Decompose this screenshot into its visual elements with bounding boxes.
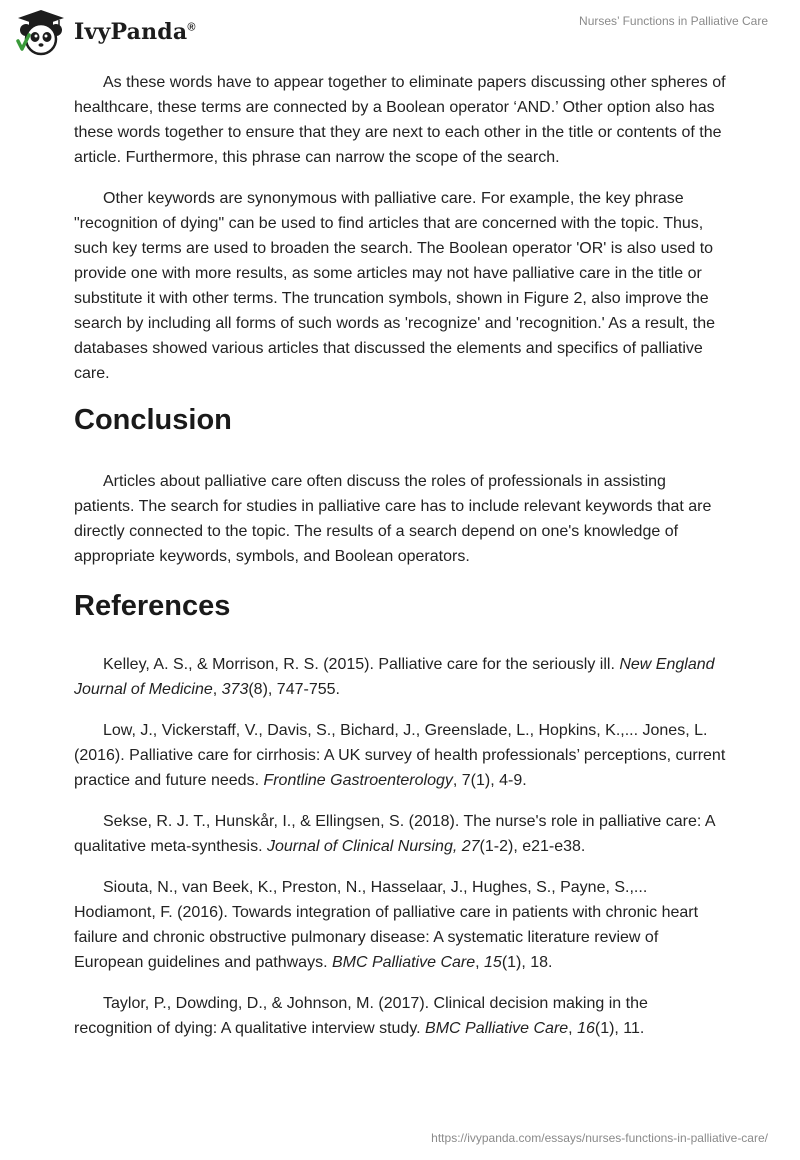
source-url-link[interactable]: https://ivypanda.com/essays/nurses-functions-in-palliative-care/ xyxy=(431,1131,768,1145)
page-header xyxy=(0,0,800,64)
conclusion-heading: Conclusion xyxy=(74,404,232,436)
document-title: Nurses’ Functions in Palliative Care xyxy=(579,14,768,28)
logo-wordmark: IvyPanda® xyxy=(74,19,196,45)
body-paragraph: As these words have to appear together to eliminate papers discussing other spheres of healthcare, these terms are connected by a Boolean operator ‘AND.’ Other option also has these words together to ensure that they are next to each other in the title or contents of the article. Furthermore, this phrase can narrow the scope of the search. xyxy=(74,74,726,166)
reference-item: Siouta, N., van Beek, K., Preston, N., Hasselaar, J., Hughes, S., Payne, S.,... Hodiamont, F. (2016). Towards integration of palliative care in patients with chronic heart failure and chronic obstructive pulmonary disease: A systematic literature review of European guidelines and pathways. BMC Palliative Care, 15(1), 18. xyxy=(74,879,699,971)
essay-content xyxy=(74,70,728,1057)
panda-graduate-icon xyxy=(14,8,68,56)
reference-item: Taylor, P., Dowding, D., & Johnson, M. (2017). Clinical decision making in the recognition of dying: A qualitative interview study. BMC Palliative Care, 16(1), 11. xyxy=(74,995,648,1037)
ivypanda-logo[interactable] xyxy=(14,8,196,56)
references-heading: References xyxy=(74,590,231,622)
reference-item: Kelley, A. S., & Morrison, R. S. (2015). Palliative care for the seriously ill. New England Journal of Medicine, 373(8), 747-755. xyxy=(74,656,715,698)
reference-item: Low, J., Vickerstaff, V., Davis, S., Bichard, J., Greenslade, L., Hopkins, K.,... Jones, L. (2016). Palliative care for cirrhosis: A UK survey of health professionals’ perceptions, current practice and future needs. Frontline Gastroenterology, 7(1), 4-9. xyxy=(74,722,726,789)
conclusion-paragraph: Articles about palliative care often discuss the roles of professionals in assisting patients. The search for studies in palliative care has to include relevant keywords that are directly connected to the topic. The results of a search depend on one's knowledge of appropriate keywords, symbols, and Boolean operators. xyxy=(74,473,712,565)
reference-item: Sekse, R. J. T., Hunskår, I., & Ellingsen, S. (2018). The nurse's role in palliative care: A qualitative meta-synthesis. Journal of Clinical Nursing, 27(1-2), e21-e38. xyxy=(74,813,715,855)
body-paragraph: Other keywords are synonymous with palliative care. For example, the key phrase "recognition of dying" can be used to find articles that are concerned with the topic. Thus, such key terms are used to broaden the search. The Boolean operator 'OR' is also used to provide one with more results, as some articles may not have palliative care in the title or substitute it with other terms. The truncation symbols, shown in Figure 2, also improve the search by including all forms of such words as 'recognize' and 'recognition.' As a result, the databases showed various articles that discussed the elements and specifics of palliative care. xyxy=(74,190,715,382)
